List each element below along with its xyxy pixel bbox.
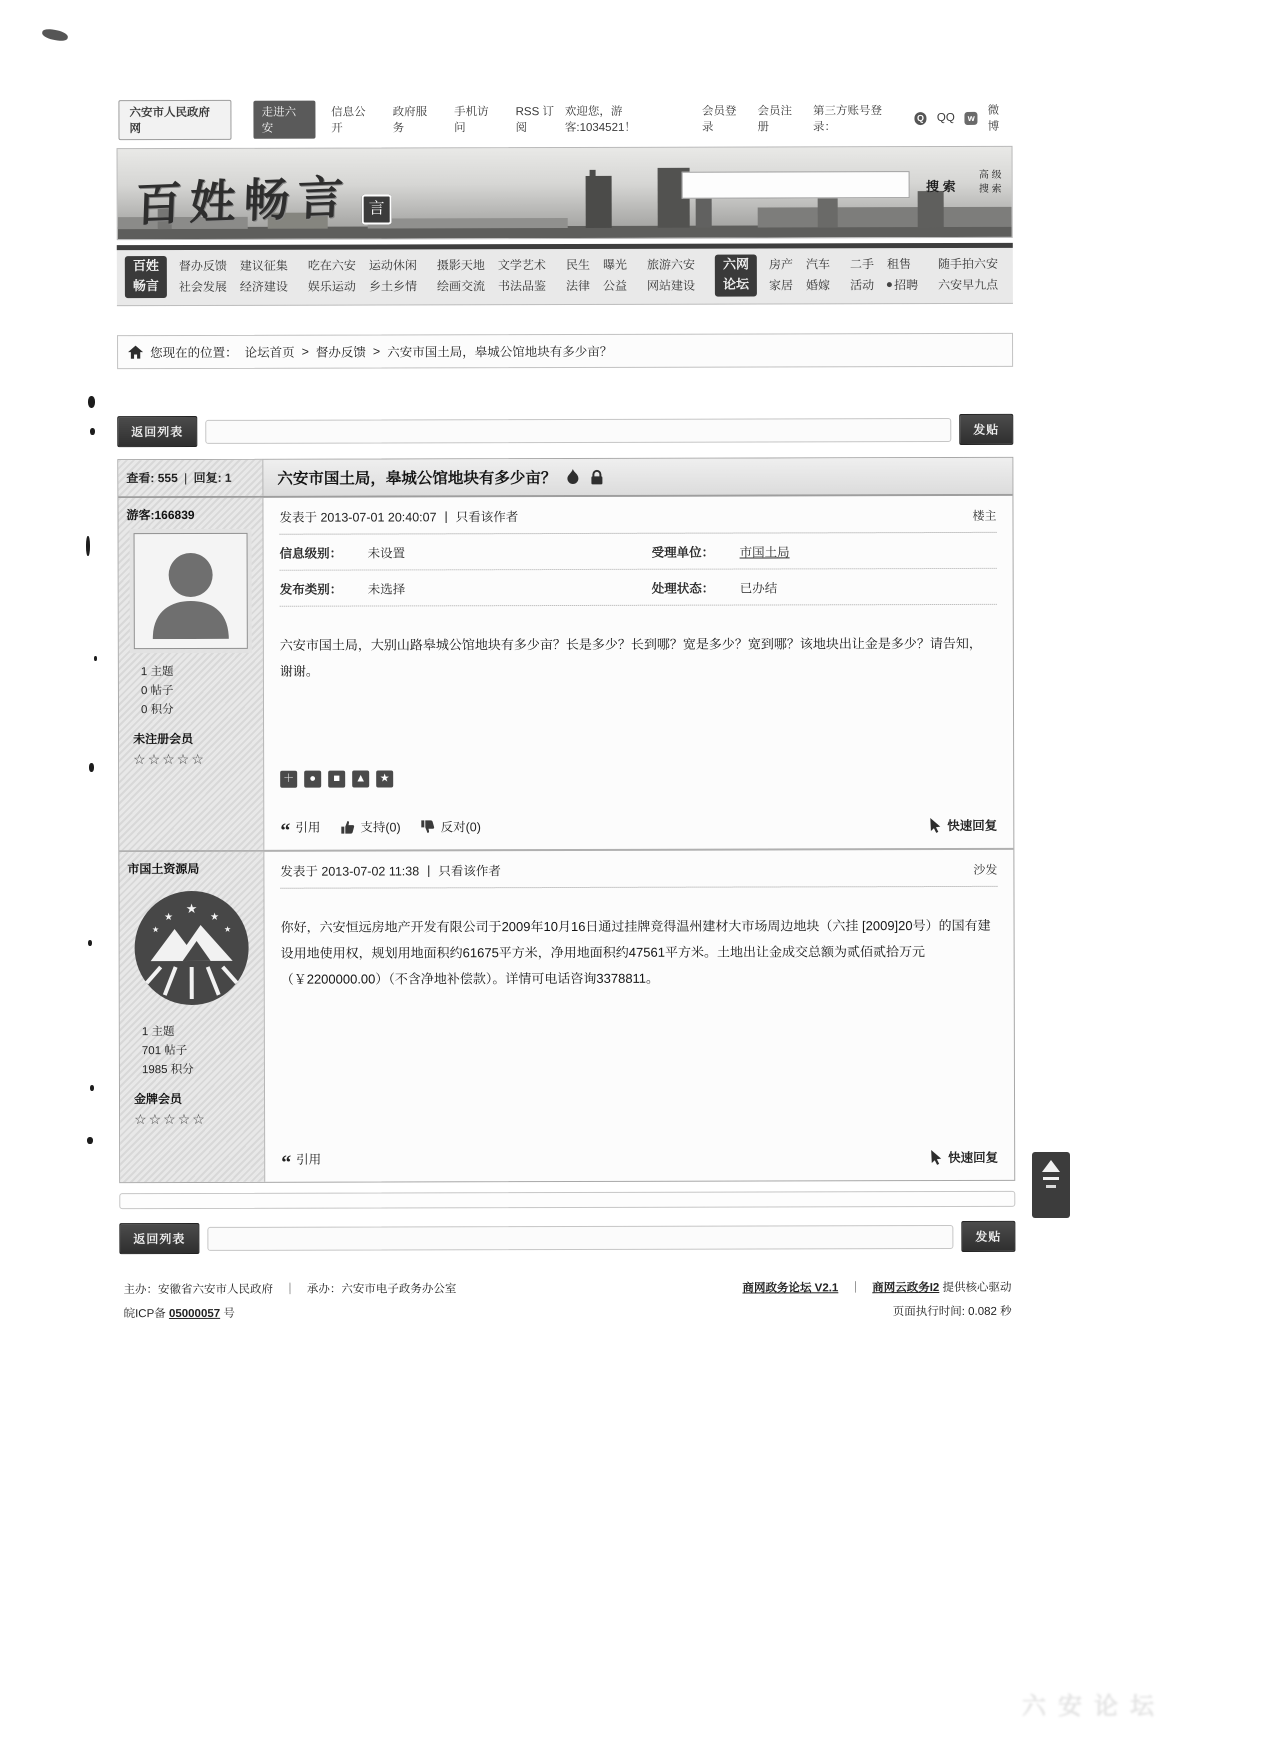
nav-group-life [308, 255, 417, 297]
nav-badge-baixing[interactable]: 百姓 畅言 [125, 256, 167, 298]
nav-group-property [769, 254, 830, 296]
author-posts: 0 帖子 [140, 685, 174, 698]
field-value: 未选择 [367, 582, 406, 597]
nav-group-snapshots [938, 254, 998, 296]
quick-reply-button[interactable]: 快速回复 [929, 816, 997, 834]
back-to-top-button[interactable] [1032, 1152, 1070, 1218]
post-2-author-level: 金牌会员 [133, 1092, 183, 1107]
breadcrumb-current-topic: 六安市国土局，皋城公馆地块有多少亩？ [387, 344, 613, 360]
post-1 [118, 496, 1013, 850]
accepting-unit-link[interactable]: 市国土局 [739, 545, 790, 560]
lock-icon [589, 469, 604, 485]
thread-panel [117, 457, 1015, 1183]
views-count: 查看: 555 [126, 471, 178, 486]
search-box [682, 171, 910, 199]
watermark: 六安论坛 [1022, 1694, 1166, 1720]
svg-text:★: ★ [185, 900, 198, 916]
third-party-label: 第三方账号登录： [812, 105, 883, 134]
author-points: 1985 积分 [141, 1063, 194, 1077]
post-1-avatar[interactable] [134, 533, 248, 649]
nav-group-travel [647, 255, 695, 297]
post-1-author-level: 未注册会员 [133, 731, 194, 747]
field-label: 受理单位： [651, 545, 715, 560]
field-value: 已办结 [739, 581, 778, 596]
qq-label[interactable]: QQ [936, 111, 955, 125]
nav-item[interactable]: 绘画交流 [436, 279, 485, 294]
post-1-author-name[interactable]: 游客:166839 [126, 507, 195, 523]
breadcrumb-forum-section[interactable]: 督办反馈 [315, 345, 366, 360]
share-weibo-icon[interactable]: ● [304, 771, 321, 788]
post-1-floor-label: 楼主 [972, 508, 997, 523]
member-login-link[interactable]: 会员登录 [701, 105, 737, 134]
new-post-button[interactable]: 发贴 [961, 1221, 1015, 1252]
main-nav [117, 243, 1013, 306]
field-value: 未设置 [367, 546, 406, 561]
back-to-list-button[interactable]: 返回列表 [117, 416, 197, 447]
post-2-author-stars: ☆☆☆☆☆ [134, 1110, 207, 1128]
site-banner [117, 146, 1013, 240]
author-topics: 1 主题 [141, 1026, 175, 1039]
post-2-meta: 发表于 2013-07-02 11:38 | 只看该作者 沙发 [280, 860, 997, 889]
thread-title: 六安市国土局，皋城公馆地块有多少亩？ [263, 458, 1012, 496]
gov-site-link[interactable]: 六安市人民政府网 [118, 100, 231, 140]
nav-item[interactable]: 网站建设 [646, 278, 696, 293]
footer-organizer: 承办：六安市电子政务办公室 [306, 1283, 457, 1296]
forum-page [116, 94, 1015, 1326]
post-1-body: 六安市国土局，大别山路皋城公馆地块有多少亩？长是多少？长到哪？宽是多少？宽到哪？该地块出让金是多少？请告知，谢谢。 [279, 635, 982, 679]
share-renren-icon[interactable]: ▲ [352, 771, 369, 788]
nav-group-market [850, 254, 918, 296]
top-link-mobile[interactable]: 手机访问 [454, 106, 489, 135]
logo-calligraphy: 百姓畅言 [134, 171, 353, 231]
land-bureau-emblem-icon [130, 887, 252, 1009]
nav-item[interactable]: 娱乐运动 [307, 279, 356, 294]
author-points: 0 积分 [140, 704, 174, 717]
post-1-actions [280, 806, 998, 842]
breadcrumb-sep: > [301, 344, 309, 359]
field-label: 信息级别： [279, 546, 343, 561]
nav-item[interactable]: 运动休闲 [368, 258, 417, 273]
nav-item[interactable]: 租售 [887, 257, 912, 272]
breadcrumb [117, 333, 1013, 369]
advanced-search-link[interactable]: 高 级 搜 索 [978, 169, 1002, 195]
toolbar-spacer-bar [207, 1224, 953, 1250]
powered-by-forum-link[interactable]: 商网政务论坛 V2.1 [742, 1282, 839, 1295]
nav-item[interactable]: 建议征集 [239, 258, 288, 273]
nav-item[interactable]: 吃在六安 [307, 258, 356, 273]
breadcrumb-forum-home[interactable]: 论坛首页 [244, 345, 295, 360]
nav-item[interactable]: 书法品鉴 [497, 279, 547, 294]
scan-artifact [41, 27, 69, 42]
scan-artifact [87, 1137, 93, 1144]
toolbar-spacer-bar [205, 417, 951, 443]
svg-text:★: ★ [210, 911, 220, 923]
nav-item[interactable]: 旅游六安 [646, 257, 695, 272]
thumb-down-icon [421, 819, 436, 834]
top-link-info-disclosure[interactable]: 信息公开 [331, 106, 366, 135]
author-posts: 701 帖子 [141, 1044, 188, 1058]
search-input[interactable] [683, 172, 909, 198]
quote-icon: “ [280, 819, 291, 842]
nav-groups [179, 254, 1018, 298]
post-2-only-author-link[interactable]: 只看该作者 [438, 864, 501, 879]
nav-item[interactable]: 六安早九点 [938, 277, 999, 293]
post-1-field-row-2 [280, 569, 997, 607]
top-link-rss[interactable]: RSS 订阅 [515, 106, 554, 135]
top-link-visit-luan[interactable]: 走进六安 [254, 101, 316, 139]
oppose-button[interactable]: 反对(0) [421, 817, 481, 835]
post-1-author-stars: ☆☆☆☆☆ [133, 750, 206, 768]
back-to-list-button[interactable]: 返回列表 [119, 1223, 199, 1254]
powered-suffix: 提供核心驱动 [942, 1281, 1012, 1295]
nav-group-society [566, 255, 627, 297]
hot-flame-icon [566, 469, 579, 485]
field-label: 处理状态： [651, 581, 715, 596]
scan-artifact [94, 656, 97, 661]
nav-item[interactable]: 汽车 [805, 257, 831, 272]
post-2-author-stats [142, 1023, 256, 1080]
field-label: 发布类别： [279, 582, 343, 597]
breadcrumb-sep: > [372, 344, 381, 359]
nav-item[interactable]: 摄影天地 [436, 258, 485, 273]
thread-toolbar-bottom [119, 1221, 1015, 1254]
scan-artifact [88, 396, 95, 408]
nav-item[interactable]: 社会发展 [178, 279, 227, 295]
top-links [254, 100, 565, 139]
post-1-meta: 发表于 2013-07-01 20:40:07 | 只看该作者 楼主 [279, 506, 996, 535]
up-arrow-icon [1042, 1160, 1060, 1172]
post-1-field-row-1 [280, 533, 997, 571]
nav-item[interactable]: 随手拍六安 [938, 256, 999, 272]
scan-artifact [90, 1085, 94, 1091]
quote-icon: “ [281, 1151, 292, 1174]
search-button[interactable]: 搜 索 [925, 178, 956, 195]
scan-artifact [86, 536, 90, 556]
icp-suffix: 号 [223, 1307, 235, 1320]
quote-button[interactable]: “ 引用 [281, 1151, 322, 1174]
quick-reply-button[interactable]: 快速回复 [930, 1148, 998, 1166]
nav-item[interactable]: 文学艺术 [497, 258, 546, 273]
post-2-avatar[interactable] [130, 887, 252, 1009]
post-2-actions [281, 1088, 999, 1174]
guest-avatar-icon [145, 543, 237, 639]
svg-text:★: ★ [223, 924, 232, 934]
cursor-icon [929, 818, 942, 833]
thumb-up-icon [340, 819, 355, 834]
author-topics: 1 主题 [140, 666, 174, 679]
nav-item[interactable]: 活动 [850, 278, 875, 293]
svg-text:★: ★ [151, 925, 160, 935]
quote-button[interactable]: “ 引用 [280, 819, 321, 842]
footer-host: 主办：安徽省六安市人民政府 [123, 1283, 274, 1297]
share-plus-icon[interactable]: ＋ [280, 771, 297, 788]
new-post-button[interactable]: 发贴 [959, 414, 1013, 445]
nav-group-arts [437, 255, 546, 297]
post-2-author-panel [119, 852, 265, 1182]
weibo-icon[interactable]: w [965, 111, 978, 124]
nav-item[interactable]: 乡土乡情 [368, 279, 417, 294]
member-register-link[interactable]: 会员注册 [757, 105, 793, 134]
post-2-content-area [264, 850, 1014, 1182]
nav-item[interactable]: 二手 [849, 257, 875, 272]
nav-item-jobs[interactable]: 招聘 [887, 275, 918, 296]
post-1-author-stats [141, 663, 255, 720]
panel-footer-bar [119, 1191, 1015, 1209]
svg-text:★: ★ [164, 912, 174, 924]
nav-item[interactable]: 家居 [769, 278, 794, 293]
share-qzone-icon[interactable]: ■ [328, 771, 345, 788]
icp-number-link[interactable]: 05000057 [168, 1307, 221, 1321]
nav-item[interactable]: 法律 [565, 278, 591, 293]
nav-item[interactable]: 房产 [768, 257, 794, 272]
post-2-author-name[interactable]: 市国土资源局 [127, 861, 200, 877]
thread-stats: 查看: 555 | 回复: 1 [118, 460, 263, 496]
post-1-share-row [280, 699, 997, 788]
site-logo [136, 164, 392, 231]
welcome-text: 欢迎您，游客:1034521！ [564, 105, 636, 135]
top-link-gov-services[interactable]: 政府服务 [392, 106, 428, 135]
logo-seal-icon: 言 [362, 194, 392, 224]
footer-left: 主办：安徽省六安市人民政府 ｜ 承办：六安市电子政务办公室 皖ICP备 05000057 号 [123, 1283, 457, 1321]
top-bar [116, 94, 1012, 148]
nav-badge-liuwang-forum[interactable]: 六网 论坛 [715, 254, 757, 296]
exec-time: 页面执行时间: 0.082 秒 [892, 1305, 1012, 1319]
nav-item[interactable]: 督办反馈 [178, 258, 227, 274]
qq-icon[interactable]: Q [914, 112, 927, 125]
footer-right: 商网政务论坛 V2.1 ｜ 商网云政务I2 提供核心驱动 页面执行时间: 0.082 秒 [742, 1281, 1012, 1319]
post-2-floor-label: 沙发 [973, 862, 998, 877]
nav-item[interactable]: 民生 [565, 257, 590, 272]
powered-by-cloud-link[interactable]: 商网云政务I2 [872, 1282, 940, 1295]
nav-group-feedback [179, 256, 288, 298]
post-1-only-author-link[interactable]: 只看该作者 [455, 510, 519, 525]
nav-item[interactable]: 公益 [602, 278, 628, 293]
post-1-author-panel [118, 498, 264, 850]
post-1-time: 发表于 2013-07-01 20:40:07 [279, 510, 437, 525]
thread-toolbar-top [117, 414, 1013, 447]
home-icon [128, 345, 143, 359]
weibo-label[interactable]: 微博 [987, 104, 1000, 133]
scan-artifact [89, 763, 94, 772]
icp-prefix: 皖ICP备 [123, 1308, 166, 1321]
top-account-area [565, 102, 1011, 135]
post-2-time: 发表于 2013-07-02 11:38 [280, 864, 420, 879]
replies-count: 回复: 1 [193, 470, 232, 485]
share-douban-icon[interactable]: ★ [376, 770, 393, 787]
nav-item[interactable]: 婚嫁 [806, 278, 831, 293]
post-2-body: 你好，六安恒远房地产开发有限公司于2009年10月16日通过挂牌竞得温州建材大市场周边地块（六挂 [2009]20号）的国有建设用地使用权，规划用地面积约61675平方米，净用地面积约47561平方米。土地出让金成交总额为贰佰贰拾万元（￥2200000.00）（不含净地补偿款）。详情可电话咨询3378811。 [280, 917, 991, 987]
nav-item[interactable]: 曝光 [602, 257, 627, 272]
post-1-content-area [263, 496, 1013, 850]
cursor-icon [930, 1150, 943, 1165]
breadcrumb-label: 您现在的位置： [150, 345, 238, 361]
support-button[interactable]: 支持(0) [340, 817, 400, 835]
scan-artifact [88, 940, 92, 946]
page-footer [119, 1276, 1015, 1326]
nav-item[interactable]: 经济建设 [239, 279, 288, 294]
scan-artifact [90, 428, 95, 435]
thread-title-bar [118, 458, 1012, 498]
post-2 [119, 848, 1014, 1182]
